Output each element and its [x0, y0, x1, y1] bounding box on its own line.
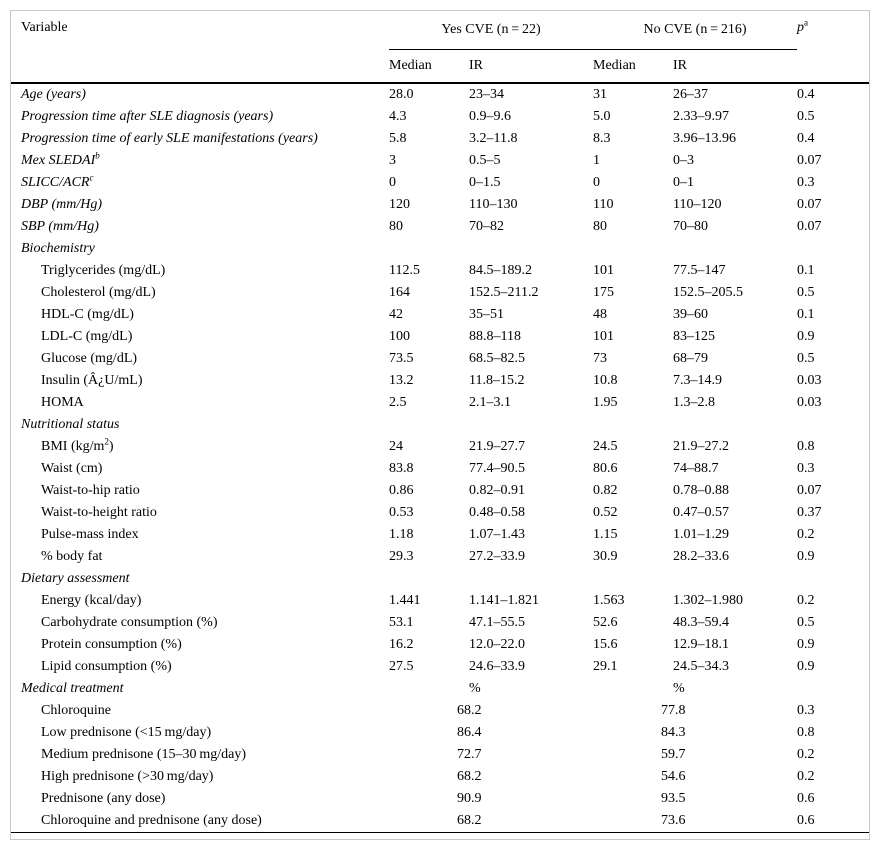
p-value-cell: 0.03 — [797, 372, 822, 388]
yes-ir-cell: 1.07–1.43 — [469, 526, 525, 542]
no-ir-cell: 28.2–33.6 — [673, 548, 730, 564]
variable-label — [11, 106, 389, 128]
p-value-cell: 0.1 — [797, 306, 815, 322]
yes-cve-header: Yes CVE (n = 22) — [389, 11, 593, 49]
yes-median-cell: 120 — [389, 196, 410, 212]
section-label: Dietary assessment — [21, 570, 130, 586]
yes-percent-cell: 90.9 — [457, 790, 482, 806]
p-header-sup: a — [804, 17, 809, 28]
yes-median-cell: 2.5 — [389, 394, 407, 410]
table-row — [11, 172, 869, 194]
no-ir-cell: 0.78–0.88 — [673, 482, 730, 498]
section-label: Biochemistry — [21, 240, 95, 256]
table-row — [11, 260, 869, 282]
yes-median-cell: 73.5 — [389, 350, 414, 366]
yes-ir-cell: 35–51 — [469, 306, 504, 322]
p-value-cell: 0.5 — [797, 108, 815, 124]
yes-ir-cell: 68.5–82.5 — [469, 350, 525, 366]
no-median-cell: 48 — [593, 306, 608, 322]
no-ir-cell: 70–80 — [673, 218, 709, 234]
variable-label — [11, 194, 389, 216]
empty-cell — [469, 568, 593, 590]
variable-text: Waist-to-hip ratio — [41, 482, 140, 498]
yes-ir-cell: 88.8–118 — [469, 328, 521, 344]
table-row — [11, 458, 869, 480]
yes-median-cell: 0.86 — [389, 482, 414, 498]
empty-cell — [593, 568, 673, 590]
no-ir-cell: 152.5–205.5 — [673, 284, 744, 300]
no-median-cell: 1.15 — [593, 526, 618, 542]
empty-cell — [11, 49, 389, 83]
p-value-cell: 0.2 — [797, 746, 815, 762]
yes-median-cell: 0.53 — [389, 504, 414, 520]
variable-label: Protein consumption (%) — [41, 636, 182, 652]
empty-cell — [797, 414, 869, 436]
variable-label: LDL-C (mg/dL) — [41, 328, 133, 344]
superscript: 2 — [104, 435, 109, 446]
no-ir-cell: 26–37 — [673, 86, 709, 102]
no-median-cell: 110 — [593, 196, 614, 212]
variable-text: Waist (cm) — [41, 460, 103, 476]
variable-text: BMI (kg/m — [41, 438, 105, 454]
p-value-cell: 0.9 — [797, 636, 815, 652]
yes-median-cell: 42 — [389, 306, 403, 322]
no-ir-cell: 21.9–27.2 — [673, 438, 730, 454]
yes-median-cell: 53.1 — [389, 614, 414, 630]
p-value-cell: 0.1 — [797, 262, 815, 278]
variable-label — [11, 458, 389, 480]
no-median-cell: 1 — [593, 152, 601, 168]
section-label: Nutritional status — [21, 416, 120, 432]
p-value-cell: 0.8 — [797, 724, 815, 740]
table-row — [11, 216, 869, 238]
empty-cell — [389, 414, 469, 436]
yes-percent-cell: 68.2 — [457, 702, 482, 718]
section-label: Medical treatment — [21, 680, 124, 696]
yes-median-cell: 4.3 — [389, 108, 407, 124]
yes-median-cell: 83.8 — [389, 460, 414, 476]
yes-percent-cell: 68.2 — [457, 768, 482, 784]
table-row — [11, 612, 869, 634]
data-table — [11, 11, 869, 833]
section-row — [11, 238, 869, 260]
no-median-cell: 30.9 — [593, 548, 618, 564]
variable-header: Variable — [21, 20, 68, 35]
p-value-cell: 0.2 — [797, 768, 815, 784]
empty-cell — [593, 238, 673, 260]
no-median-cell: 73 — [593, 350, 608, 366]
no-median-cell: 5.0 — [593, 108, 611, 124]
variable-label: Medium prednisone (15–30 mg/day) — [41, 746, 246, 762]
p-value-cell: 0.3 — [797, 174, 815, 190]
yes-median-cell: 24 — [389, 438, 403, 454]
no-median-cell: 0.52 — [593, 504, 618, 520]
header-row-2 — [11, 49, 869, 83]
variable-text: Mex SLEDAI — [21, 152, 96, 168]
variable-label: HOMA — [41, 394, 84, 410]
footnote-marker: c — [89, 171, 94, 182]
yes-median-cell: 1.441 — [389, 592, 421, 608]
p-value-cell: 0.9 — [797, 328, 815, 344]
yes-percent-cell: 68.2 — [389, 810, 593, 833]
table-row — [11, 436, 869, 458]
no-percent-cell: 77.8 — [661, 702, 686, 718]
yes-median-cell: 28.0 — [389, 86, 414, 102]
empty-cell — [469, 414, 593, 436]
p-value-cell: 0.4 — [797, 86, 815, 102]
yes-ir-cell: 47.1–55.5 — [469, 614, 525, 630]
no-ir-cell: 74–88.7 — [673, 460, 719, 476]
variable-label — [11, 83, 389, 106]
no-median-cell: 0.82 — [593, 482, 618, 498]
yes-ir-header: IR — [469, 49, 593, 83]
variable-label: Low prednisone (<15 mg/day) — [41, 724, 212, 740]
no-median-cell: 10.8 — [593, 372, 618, 388]
yes-ir-cell: 2.1–3.1 — [469, 394, 511, 410]
empty-cell — [673, 238, 797, 260]
no-ir-cell: 2.33–9.97 — [673, 108, 730, 124]
no-ir-cell: 39–60 — [673, 306, 709, 322]
variable-label: Lipid consumption (%) — [41, 658, 172, 674]
variable-text-end: ) — [108, 438, 114, 454]
variable-text: DBP (mm/Hg) — [21, 196, 103, 212]
variable-text: Progression time after SLE diagnosis (years) — [21, 108, 274, 124]
no-ir-cell: 110–120 — [673, 196, 722, 212]
p-value-cell: 0.03 — [797, 394, 822, 410]
variable-label — [11, 436, 389, 458]
table-row — [11, 810, 869, 833]
table-row — [11, 590, 869, 612]
empty-cell — [797, 678, 869, 700]
yes-percent-cell: 72.7 — [457, 746, 482, 762]
yes-median-cell: 1.18 — [389, 526, 414, 542]
empty-cell — [389, 568, 469, 590]
variable-label: HDL-C (mg/dL) — [41, 306, 134, 322]
p-value-cell: 0.3 — [797, 460, 815, 476]
yes-median-cell: 16.2 — [389, 636, 414, 652]
variable-label: Cholesterol (mg/dL) — [41, 284, 156, 300]
no-median-cell: 1.95 — [593, 394, 618, 410]
yes-ir-cell: 27.2–33.9 — [469, 548, 525, 564]
table-row — [11, 766, 869, 788]
variable-label — [11, 546, 389, 568]
yes-ir-cell: 21.9–27.7 — [469, 438, 525, 454]
no-median-cell: 101 — [593, 262, 615, 278]
yes-median-cell: 5.8 — [389, 130, 407, 146]
p-value-cell: 0.8 — [797, 438, 815, 454]
no-ir-cell: 68–79 — [673, 350, 709, 366]
yes-ir-cell: 152.5–211.2 — [469, 284, 539, 300]
yes-median-cell: 29.3 — [389, 548, 414, 564]
p-header — [797, 11, 869, 49]
table-row — [11, 656, 869, 678]
empty-cell — [797, 49, 869, 83]
variable-text: SBP (mm/Hg) — [21, 218, 99, 234]
variable-text: Progression time of early SLE manifestations (years) — [21, 130, 318, 146]
table-row — [11, 83, 869, 106]
variable-text: Age (years) — [21, 86, 86, 102]
yes-median-cell: 3 — [389, 152, 396, 168]
variable-label — [11, 502, 389, 524]
variable-text: Pulse-mass index — [41, 526, 139, 542]
table-row — [11, 150, 869, 172]
footnote-marker: b — [95, 149, 100, 160]
yes-ir-cell: 0.5–5 — [469, 152, 501, 168]
p-value-cell: 0.2 — [797, 526, 815, 542]
variable-label: Prednisone (any dose) — [41, 790, 166, 806]
no-median-cell: 15.6 — [593, 636, 618, 652]
variable-label — [11, 480, 389, 502]
p-value-cell: 0.5 — [797, 614, 815, 630]
table-row — [11, 282, 869, 304]
variable-label: Triglycerides (mg/dL) — [41, 262, 166, 278]
empty-cell — [797, 238, 869, 260]
p-value-cell: 0.07 — [797, 218, 822, 234]
no-percent-cell: 59.7 — [661, 746, 686, 762]
no-median-cell: 1.563 — [593, 592, 625, 608]
yes-median-cell: 13.2 — [389, 372, 414, 388]
no-cve-header: No CVE (n = 216) — [593, 11, 797, 49]
empty-cell — [469, 238, 593, 260]
no-ir-cell: 83–125 — [673, 328, 716, 344]
table-row — [11, 634, 869, 656]
table-row — [11, 502, 869, 524]
no-median-cell: 52.6 — [593, 614, 618, 630]
yes-ir-cell: 77.4–90.5 — [469, 460, 525, 476]
variable-label — [11, 128, 389, 150]
no-ir-cell: 7.3–14.9 — [673, 372, 723, 388]
no-ir-cell: 12.9–18.1 — [673, 636, 730, 652]
yes-ir-cell: 23–34 — [469, 86, 504, 102]
variable-label: Glucose (mg/dL) — [41, 350, 138, 366]
yes-ir-cell: 0.48–0.58 — [469, 504, 525, 520]
table-row — [11, 392, 869, 414]
no-ir-cell: 0–1 — [673, 174, 695, 190]
no-percent-cell: 54.6 — [661, 768, 686, 784]
variable-text: % body fat — [41, 548, 103, 564]
percent-label: % — [469, 680, 481, 696]
yes-ir-cell: 1.141–1.821 — [469, 592, 539, 608]
no-ir-cell: 0.47–0.57 — [673, 504, 730, 520]
empty-cell — [673, 568, 797, 590]
table-row — [11, 722, 869, 744]
variable-label: High prednisone (>30 mg/day) — [41, 768, 214, 784]
table-row — [11, 326, 869, 348]
p-value-cell: 0.6 — [797, 790, 815, 806]
yes-median-cell: 27.5 — [389, 658, 414, 674]
p-value-cell: 0.5 — [797, 350, 815, 366]
no-ir-cell: 1.302–1.980 — [673, 592, 744, 608]
no-median-header: Median — [593, 49, 673, 83]
variable-label: Energy (kcal/day) — [41, 592, 142, 608]
no-ir-cell: 3.96–13.96 — [673, 130, 737, 146]
table-row — [11, 348, 869, 370]
no-percent-cell: 93.5 — [661, 790, 686, 806]
no-ir-cell: 1.3–2.8 — [673, 394, 716, 410]
no-median-cell: 0 — [593, 174, 601, 190]
no-median-cell: 8.3 — [593, 130, 611, 146]
yes-ir-cell: 0.82–0.91 — [469, 482, 525, 498]
no-median-cell: 80 — [593, 218, 608, 234]
no-ir-cell: 77.5–147 — [673, 262, 726, 278]
empty-cell — [593, 678, 673, 700]
no-ir-cell: 1.01–1.29 — [673, 526, 730, 542]
no-median-cell: 175 — [593, 284, 615, 300]
empty-cell — [389, 678, 469, 700]
yes-ir-cell: 12.0–22.0 — [469, 636, 525, 652]
yes-median-cell: 80 — [389, 218, 403, 234]
table-row — [11, 744, 869, 766]
yes-ir-cell: 3.2–11.8 — [469, 130, 518, 146]
p-value-cell: 0.07 — [797, 196, 822, 212]
yes-ir-cell: 24.6–33.9 — [469, 658, 525, 674]
section-row — [11, 678, 869, 700]
p-value-cell: 0.9 — [797, 658, 815, 674]
table-row — [11, 788, 869, 810]
p-value-cell: 0.4 — [797, 130, 815, 146]
p-value-cell: 0.2 — [797, 592, 815, 608]
yes-median-cell: 0 — [389, 174, 396, 190]
p-value-cell: 0.9 — [797, 548, 815, 564]
yes-ir-cell: 84.5–189.2 — [469, 262, 532, 278]
p-value-cell: 0.37 — [797, 504, 822, 520]
variable-text: Waist-to-height ratio — [41, 504, 157, 520]
table-row — [11, 304, 869, 326]
empty-cell — [673, 414, 797, 436]
p-value-cell: 0.3 — [797, 702, 815, 718]
header-row-1 — [11, 11, 869, 49]
p-header-label: p — [797, 20, 805, 35]
yes-ir-cell: 0.9–9.6 — [469, 108, 511, 124]
empty-cell — [797, 568, 869, 590]
variable-text: SLICC/ACR — [21, 174, 90, 190]
p-value-cell: 0.5 — [797, 284, 815, 300]
yes-ir-cell: 70–82 — [469, 218, 504, 234]
empty-cell — [389, 238, 469, 260]
yes-median-header: Median — [389, 49, 469, 83]
yes-ir-cell: 0–1.5 — [469, 174, 501, 190]
no-percent-cell: 73.6 — [593, 810, 797, 833]
table-row — [11, 524, 869, 546]
table-row — [11, 700, 869, 722]
variable-label — [11, 524, 389, 546]
variable-label: Carbohydrate consumption (%) — [41, 614, 218, 630]
variable-label — [11, 172, 389, 194]
variable-label: Insulin (Â¿U/mL) — [41, 372, 143, 388]
table-frame — [10, 10, 870, 840]
yes-median-cell: 100 — [389, 328, 410, 344]
no-median-cell: 29.1 — [593, 658, 618, 674]
variable-label: Chloroquine — [41, 702, 111, 718]
no-median-cell: 24.5 — [593, 438, 618, 454]
percent-label: % — [673, 680, 685, 696]
p-value-cell: 0.07 — [797, 482, 822, 498]
yes-median-cell: 164 — [389, 284, 410, 300]
table-row — [11, 546, 869, 568]
section-row — [11, 414, 869, 436]
no-ir-header: IR — [673, 49, 797, 83]
table-row — [11, 106, 869, 128]
table-row — [11, 370, 869, 392]
p-value-cell: 0.6 — [797, 810, 869, 833]
no-median-cell: 101 — [593, 328, 615, 344]
variable-label — [11, 216, 389, 238]
variable-label — [11, 150, 389, 172]
no-median-cell: 80.6 — [593, 460, 618, 476]
no-ir-cell: 0–3 — [673, 152, 695, 168]
yes-ir-cell: 11.8–15.2 — [469, 372, 525, 388]
variable-label: Chloroquine and prednisone (any dose) — [11, 810, 389, 833]
no-percent-cell: 84.3 — [661, 724, 686, 740]
table-row — [11, 194, 869, 216]
empty-cell — [593, 414, 673, 436]
section-row — [11, 568, 869, 590]
no-ir-cell: 48.3–59.4 — [673, 614, 730, 630]
yes-ir-cell: 110–130 — [469, 196, 518, 212]
no-ir-cell: 24.5–34.3 — [673, 658, 730, 674]
table-row — [11, 480, 869, 502]
yes-percent-cell: 86.4 — [457, 724, 482, 740]
no-median-cell: 31 — [593, 86, 608, 102]
p-value-cell: 0.07 — [797, 152, 822, 168]
table-row — [11, 128, 869, 150]
yes-median-cell: 112.5 — [389, 262, 420, 278]
